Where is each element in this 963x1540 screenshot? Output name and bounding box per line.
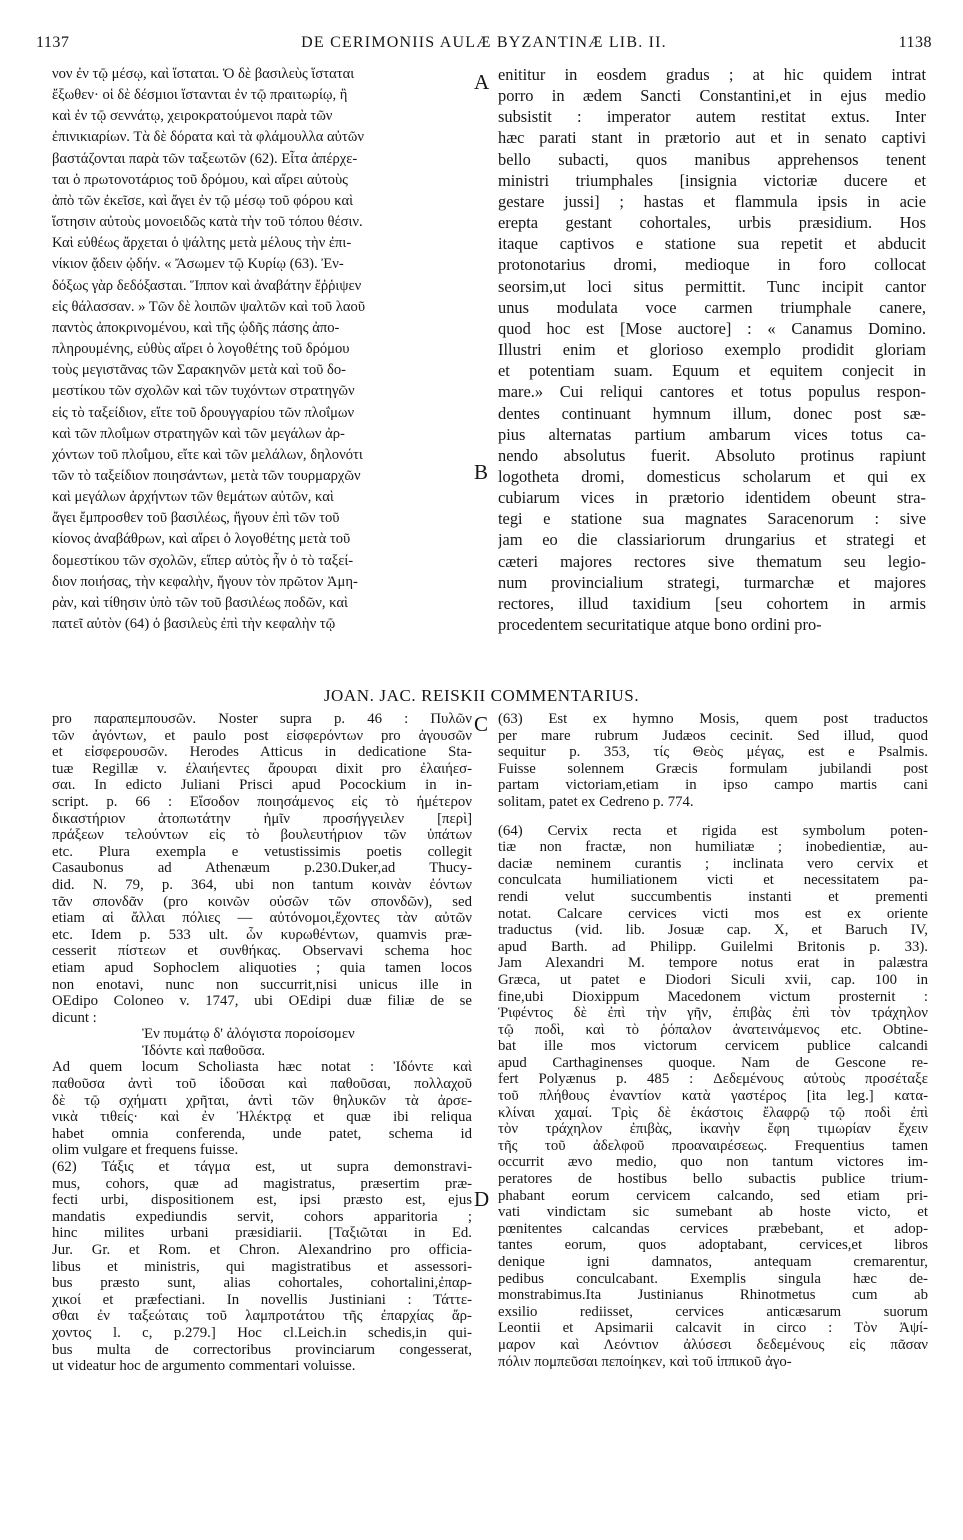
commentary-left-column <box>52 711 472 1375</box>
text-line: εἰς τὸ ταξείδιον, εἴτε τοῦ δρουγγαρίου τῶν πλοΐμων <box>52 404 355 421</box>
text-line: ἄγει ἔμπροσθεν τοῦ βασιλέως, ἤγουν ἐπὶ τῶν τοῦ <box>52 510 340 527</box>
note-64 <box>498 823 928 1371</box>
text-line: tantes eorum, quos adoptabant, cervices,et libros <box>498 1237 928 1254</box>
text-line: πόλιν πομπεῦσαι πεποίηκεν, καὶ τοῦ ἱππικοῦ ἀγο- <box>498 1353 792 1370</box>
text-line: quod hoc est [Mose auctore] : « Canamus Domino. <box>498 318 926 338</box>
text-line: enititur in eosdem gradus ; at hic quidem intrat <box>498 65 926 84</box>
text-line: τᾶν σπονδᾶν (pro κοινῶν οὐσῶν τῶν σπονδῶν), sed <box>52 893 472 910</box>
text-line: porro in ædem Sancti Constantini,et in ejus medio <box>498 86 926 106</box>
text-line: (62) Τάξις et τάγμα est, ut supra demonstravi- <box>52 1159 472 1176</box>
text-line: Ἐν πυμάτῳ δ' ἀλόγιστα ποροίσομεν <box>142 1026 355 1043</box>
page-number-right: 1138 <box>898 34 932 51</box>
text-line: καὶ μεγάλων ἀρχήντων τῶν θεμάτων αὐτῶν, καὶ <box>52 489 334 506</box>
text-line: τὸν τράχηλον ἐπιβὰς, ἱκανὴν ἔφη τιμωρίαν ἔχειν <box>498 1121 928 1138</box>
text-line: χόντων τοῦ πλοΐμου, εἴτε καὶ τῶν μελάλων, δηλονότι <box>52 446 363 463</box>
text-line: πληρουμένης, εὐθὺς αἴρει ὁ λογοθέτης τοῦ δρόμου <box>52 341 350 358</box>
text-line: Ad quem locum Scholiasta hæc notat : Ἰδόντε καὶ <box>52 1059 472 1076</box>
text-line: occurrit ævo medio, quo non tantum victores im- <box>498 1154 928 1171</box>
text-line: bus multa de correctoribus provinciarum congesserat, <box>52 1341 472 1358</box>
text-line: libus et ministris, qui magistratibus et assessori- <box>52 1258 472 1275</box>
text-line: pœnitentes calcandas cervices præbebant, et adop- <box>498 1220 928 1237</box>
text-line: pius alternatas partium ambarum vices totus ca- <box>498 424 926 444</box>
text-line: νικὰ τιθείς· καὶ ἐν Ἠλέκτρᾳ et quæ ibi reliqua <box>52 1109 472 1126</box>
text-line: καὶ τῶν πλοΐμων στρατηγῶν καὶ τῶν μεγάλων ἀρ- <box>52 425 345 442</box>
text-line: Jam Alexandri M. tempore notus erat in palæstra <box>498 955 928 972</box>
text-line: dicunt : <box>52 1009 97 1026</box>
text-line: ἐπινικιαρίων. Τὰ δὲ δόρατα καὶ τὰ φλάμουλλα αὐτῶν <box>52 129 364 146</box>
text-line: Leontii et Apsimarii calcavit in circo : Τὸν Ἀψί- <box>498 1320 928 1337</box>
text-line: κλίναι χαμαί. Τρὶς δὲ ἑκάστοις ἔλαφρῷ τῷ ποδὶ ἐπὶ <box>498 1104 928 1121</box>
text-line: cesserit πίστεων et συνθήκας. Observavi schema hoc <box>52 943 472 960</box>
text-line: hæc parati stant in prætorio aut et in senato captivi <box>498 128 926 148</box>
text-line: did. N. 79, p. 364, ubi non tantum κοινὰν ἐόντων <box>52 876 472 893</box>
text-line: ἔξωθεν· οἱ δὲ δέσμιοι ἵστανται ἐν τῷ πραιτωρίῳ, ἢ <box>52 87 348 104</box>
text-line: tiæ non fractæ, non humiliatæ ; inobedientiæ, au- <box>498 839 928 856</box>
text-line: παντὸς ἀποκρινομένου, καὶ τῆς ᾠδῆς πάσης ἀπο- <box>52 319 340 336</box>
text-line: τῶν ἀγόντων, et paulo post εἰσφερόντων pro ἀγουσῶν <box>52 727 472 744</box>
text-line: hinc milites urbani præsidiarii. [Ταξιῶται in Ed. <box>52 1225 472 1242</box>
text-line: μαρον καὶ Λεόντιον ἀλύσεσι δεδεμένους εἰς πᾶσαν <box>498 1336 928 1353</box>
page-header <box>36 34 932 60</box>
text-line: Jur. Gr. et Rom. et Chron. Alexandrino pro officia- <box>52 1242 472 1258</box>
text-line: (63) Est ex hymno Mosis, quem post traductos <box>498 711 928 727</box>
text-line: notat. Calcare cervices victi mos est ex oriente <box>498 905 928 922</box>
text-line: per mare rubrum Judæos cecinit. Sed illud, quod <box>498 727 928 744</box>
text-line: conculcata humiliationem victi et necessitatem pa- <box>498 872 928 889</box>
text-line: δόξως γὰρ δεδόξασται. Ἵππον καὶ ἀναβάτην ἔῤῥιψεν <box>52 277 362 294</box>
text-line: denique igni damnatos, antequam cremarentur, <box>498 1254 928 1270</box>
note-63 <box>498 711 928 811</box>
text-line: Casaubonus ad Athenæum p.230.Duker,ad Thucy- <box>52 860 472 877</box>
text-line: μεστίκου τῶν σχολῶν καὶ τῶν τυχόντων στρατηγῶν <box>52 383 355 400</box>
text-line: traductus (vid. lib. Josuæ cap. X, et Baruch IV, <box>498 922 928 939</box>
text-line: δικαστήριον ἀτοπωτάτην ἡμῖν προσήγγειλεν [περὶ] <box>52 810 472 827</box>
text-line: jam eo die classiariorum drungarius et strategi et <box>498 530 926 550</box>
greek-text-column <box>52 64 470 635</box>
text-line: nendo absolutus fuerit. Absoluto protinus rapiunt <box>498 445 926 465</box>
text-line: Fuisse solennem Græcis formulam jubilandi post <box>498 760 928 777</box>
text-line: σαι. In edicto Juliani Prisci apud Pocockium in in- <box>52 777 472 794</box>
text-line: Græca, ut patet e Diodori Siculi xvii, cap. 100 in <box>498 971 928 988</box>
text-line: ἵστησιν αὐτοὺς μονοειδῶς κατὰ τὴν τοῦ τόπου θέσιν. <box>52 214 363 231</box>
text-line: subsistit : imperator autem restitat extus. Inter <box>498 107 926 127</box>
text-line: τῷ ποδὶ, καὶ τὸ ῥόπαλον ἀνατεινάμενος etc. Obtine- <box>498 1021 928 1038</box>
text-line: etc. Idem p. 533 ult. ὧν κυρωθέντων, quamvis præ- <box>52 926 472 943</box>
text-line: νίκιον ᾄδειν ᾠδήν. « Ἄσωμεν τῷ Κυρίῳ (63). Ἐν- <box>52 256 344 273</box>
text-line: βαστάζονται παρὰ τῶν ταξεωτῶν (62). Εἶτα ἀπέρχε- <box>52 150 358 167</box>
text-line: gestare jussi] ; hastas et flammula ipsis in acie <box>498 191 926 211</box>
text-line: fecti urbi, dispositionem est, ipsi præsto est, ejus <box>52 1192 472 1209</box>
latin-text-column <box>498 64 926 635</box>
text-line: δὲ τῷ σχήματι χρῆται, ἀντὶ τῶν θηλυκῶν τὰ ἀρσε- <box>52 1092 472 1109</box>
note-62 <box>52 1159 472 1375</box>
text-line: OEdipo Coloneo v. 1747, ubi OEdipi duæ filiæ de se <box>52 993 472 1010</box>
text-line: διον ποιήσας, τὴν κεφαλὴν, ἤγουν τὸν πρῶτον Ἀμη- <box>52 573 358 590</box>
text-line: apud Barth. ad Philipp. Guilelmi Britonis p. 33). <box>498 938 928 955</box>
text-line: itaque captivos e statione sua repetit et abducit <box>498 234 926 254</box>
text-line: solitam, patet ex Cedreno p. 774. <box>498 793 694 810</box>
text-line: pedibus conculcabant. Exemplis singula hæc de- <box>498 1270 928 1287</box>
text-line: τῆς τοῦ ἀδελφοῦ προαναιρέσεως. Frequentius tamen <box>498 1137 928 1154</box>
commentary-right-column <box>498 711 928 1370</box>
text-line: vati vindictam sic sumebant ab hoste victo, et <box>498 1204 928 1221</box>
text-line: seorsim,ut loci situs permittit. Tunc incipit cantor <box>498 276 926 296</box>
text-line: habet omnia conferenda, unde patet, schema id <box>52 1125 472 1142</box>
text-line: dentes continuant hymnum illum, donec post sæ- <box>498 403 926 423</box>
commentary-left-paragraph <box>52 711 472 1026</box>
text-line: erepta gestant cohortales, urbis præsidium. Hos <box>498 213 926 233</box>
verse-quotation <box>52 1026 472 1059</box>
text-line: apud Carthaginenses quoque. Nam de Gescone re- <box>498 1054 928 1071</box>
text-line: sequitur p. 353, τίς Θεὸς μέγας, est e Psalmis. <box>498 744 928 761</box>
text-line: κίονος ἀναβάθρων, καὶ αἴρει ὁ λογοθέτης μετὰ τοῦ <box>52 531 351 548</box>
text-line: script. p. 66 : Εἴσοδον ποιησάμενος εἰς τὸ ἡμέτερον <box>52 793 472 810</box>
text-line: τῶν τὸ ταξείδιον ποιησάντων, μετὰ τῶν τουρμαρχῶν <box>52 467 361 484</box>
text-line: δομεστίκου τῶν σχολῶν, εἴπερ αὐτὸς ἦν ὁ τὸ ταξεί- <box>52 552 354 569</box>
text-line: logotheta dromi, domesticus scholarum et qui ex <box>498 466 926 486</box>
text-line: unus modulata voce carmen triumphale canere, <box>498 297 926 317</box>
text-line: cubiarum vices in prætorio identidem obeunt stra- <box>498 488 926 508</box>
text-line: bat ille mos victorum cervicem publice calcandi <box>498 1038 928 1055</box>
text-line: ται ὁ πρωτονοτάριος τοῦ δρόμου, καὶ αἴρει αὐτοὺς <box>52 171 348 188</box>
text-line: Illustri enim et glorioso exemplo prodidit gloriam <box>498 340 926 360</box>
text-line: bello subacti, quos manibus apprehensos tenent <box>498 149 926 169</box>
commentary-title: JOAN. JAC. REISKII COMMENTARIUS. <box>323 686 640 705</box>
text-line: πατεῖ αὐτὸν (64) ὁ βασιλεὺς ἐπὶ τὴν κεφαλὴν τῷ <box>52 616 336 633</box>
text-line: phabant eorum cervicem calcando, sed etiam pri- <box>498 1187 928 1204</box>
text-line: Ἰδόντε καὶ παθοῦσα. <box>142 1042 266 1059</box>
text-line: tegi e statione sua magnates Saracenorum : sive <box>498 509 926 529</box>
margin-letter-a: A <box>474 70 490 94</box>
text-line: τοῦ πλήθους ἐναντίον κατὰ γαστέρος [ita leg.] κατα- <box>498 1088 928 1105</box>
text-line: num provincialium strategi, turmarchæ et majores <box>498 572 926 592</box>
text-line: Καὶ εὐθέως ἄρχεται ὁ ψάλτης μετὰ μέλους τὴν ἐπι- <box>52 235 352 252</box>
page-number-left: 1137 <box>36 34 70 51</box>
text-line: (64) Cervix recta et rigida est symbolum poten- <box>498 822 928 839</box>
text-line: tuæ Regillæ v. ἐλαιήεντες ἄρουραι dixit pro ἐλαιήεσ- <box>52 760 472 777</box>
text-line: fine,ubi Dioxippum Macedonem victum prosternit : <box>498 988 928 1005</box>
text-line: ut videatur hoc de argumento commentari voluisse. <box>52 1358 356 1375</box>
text-line: νον ἐν τῷ μέσῳ, καὶ ἵσταται. Ὁ δὲ βασιλεὺς ἵσταται <box>52 66 355 82</box>
margin-letter-c: C <box>474 712 489 736</box>
text-line: non enotavi, nunc non succurrit,nisi unicus ille in <box>52 976 472 993</box>
text-line: exsilio rediisset, cervices anticæsarum suorum <box>498 1303 928 1320</box>
margin-letter-b: B <box>474 460 489 484</box>
text-line: rendi velut succumbentis instanti et prementi <box>498 888 928 905</box>
text-line: ρὰν, καὶ τίθησιν ὑπὸ τῶν τοῦ βασιλέως ποδῶν, καὶ <box>52 594 348 611</box>
text-line: procedentem securitatique atque bono ordini pro- <box>498 615 822 635</box>
text-line: πράξεων τελούντων εἰς τὸ βουλευτήριον τῶν ὑπάτων <box>52 827 472 844</box>
text-line: mus, cohors, quæ ad magistratus, præsertim præ- <box>52 1175 472 1192</box>
text-line: ἀπὸ τῶν ἐκεῖσε, καὶ ἄγει ἐν τῷ μέσῳ τοῦ φόρου καὶ <box>52 192 354 209</box>
text-line: etc. Plura exempla e vetustissimis poetis collegit <box>52 843 472 860</box>
text-line: τοὺς μεγιστᾶνας τῶν Σαρακηνῶν μετὰ καὶ τοῦ δο- <box>52 362 347 379</box>
text-line: protonotarius dromi, medioque in foro collocat <box>498 255 926 275</box>
text-line: pro παραπεμπουσῶν. Noster supra p. 46 : Πυλῶν <box>52 711 472 727</box>
text-line: παθοῦσα ἀντὶ τοῦ ἰδοῦσαι καὶ παθοῦσαι, πολλαχοῦ <box>52 1076 472 1093</box>
text-line: monstrabimus.Ita Justinianus Rhinotmetus cum ab <box>498 1287 928 1304</box>
margin-letter-d: D <box>474 1187 490 1211</box>
text-line: etiam αἱ ἄλλαι πόλιες — αὐτόνομοι,ἔχοντες τὰν αὐτῶν <box>52 910 472 927</box>
text-line: etiam apud Sophoclem aliquoties ; quia tamen locos <box>52 959 472 976</box>
text-line: partam victoriam,etiam in ipso campo martis cani <box>498 777 928 794</box>
text-line: bus præsto sunt, alias cohortales, cohortalini,ἐπαρ- <box>52 1275 472 1292</box>
text-line: peratores de hostibus bello subactis publice trium- <box>498 1171 928 1188</box>
text-line: et potentiam suam. Equum et equitem conjecit in <box>498 361 926 381</box>
text-line: mare.» Cui reliqui cantores et totus populus respon- <box>498 382 926 402</box>
text-line: ministri triumphales [insignia victoriæ ducere et <box>498 170 926 190</box>
text-line: mandatis expediundis servit, cohors apparitoria ; <box>52 1208 472 1225</box>
text-line: olim vulgare et frequens fuisse. <box>52 1142 239 1159</box>
text-line: daciæ neminem curantis ; inclinata vero cervix et <box>498 855 928 872</box>
text-line: σθαι ἐν ταξεώταις τοῦ λαμπροτάτου τῆς ἐπαρχίας ἄρ- <box>52 1308 472 1325</box>
paragraph-gap <box>498 811 928 823</box>
text-line: χοντος l. c, p.279.] Hoc cl.Leich.in schedis,in qui- <box>52 1324 472 1341</box>
text-line: εἰς θάλασσαν. » Τῶν δὲ λοιπῶν ψαλτῶν καὶ τοῦ λαοῦ <box>52 298 366 315</box>
text-line: χικοί et præfectiani. In novellis Justiniani : Τάττε- <box>52 1291 472 1308</box>
text-line: et εἰσφερουσῶν. Herodes Atticus in dedicatione Sta- <box>52 744 472 761</box>
running-title: DE CERIMONIIS AULÆ BYZANTINÆ LIB. II. <box>301 34 667 51</box>
text-line: καὶ ἐν τῷ σεννάτῳ, χειροκρατούμενοι παρὰ τῶν <box>52 108 333 125</box>
text-line: Ῥιφέντος δὲ ἐπὶ τὴν γῆν, ἐπιβὰς ἐπὶ τὸν τράχηλον <box>498 1005 928 1022</box>
text-line: fert Polyænus p. 485 : Δεδεμένους αὐτοὺς προσέταξε <box>498 1071 928 1088</box>
text-line: cæteri majores rectores sive thematum seu legio- <box>498 551 926 571</box>
text-line: rectores, illud taxidium [seu cohortem in armis <box>498 593 926 613</box>
commentary-left-scholia <box>52 1059 472 1159</box>
